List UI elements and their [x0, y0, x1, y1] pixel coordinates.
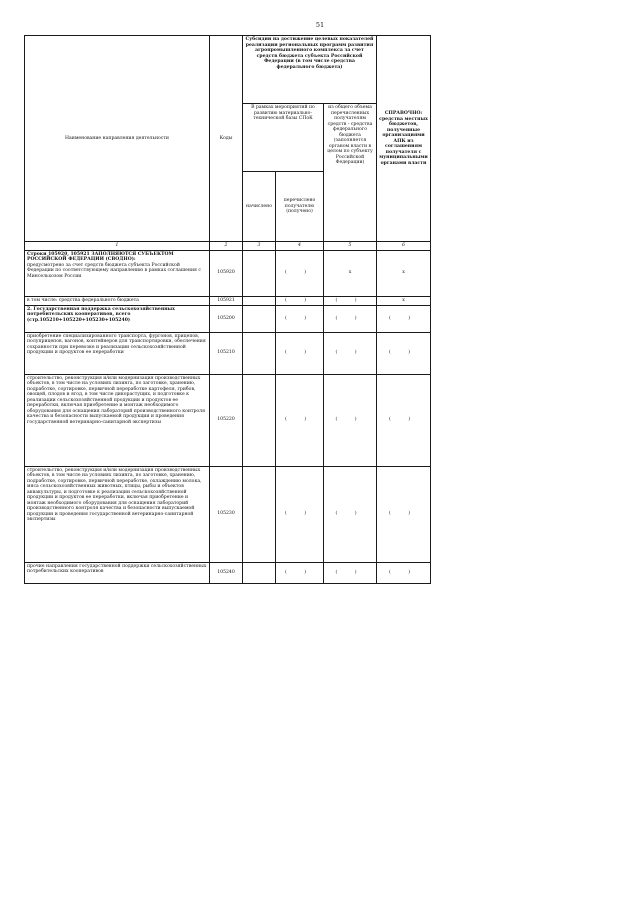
row-label [25, 374, 210, 466]
col-number: 1 [25, 242, 210, 251]
cell-transferred: ( ) [276, 296, 324, 305]
table-row [25, 332, 431, 374]
cell-transferred: ( ) [276, 562, 324, 583]
row-label-text: в том числе: средства федерального бюджета [27, 297, 139, 303]
cell-reference: х [377, 296, 431, 305]
cell-reference: ( ) [377, 374, 431, 466]
cell-transferred: ( ) [276, 250, 324, 296]
row-code: 105220 [210, 374, 243, 466]
table-row [25, 562, 431, 583]
report-table [24, 35, 431, 584]
cell-accrued [243, 305, 276, 332]
col-number: 6 [377, 242, 431, 251]
row-label [25, 305, 210, 332]
col-number: 4 [276, 242, 324, 251]
row-label-bold: 2. Государственная поддержка сельскохозяйственных потребительских кооперативов, всего [27, 306, 175, 317]
table-row [25, 466, 431, 562]
cell-reference: ( ) [377, 562, 431, 583]
header-sub-general: из общего объема перечисленных получателям средств - средства федерального бюджета (заполняется органом власти в целом по субъекту Российской Федерации) [324, 104, 377, 242]
col-number: 2 [210, 242, 243, 251]
cell-federal: ( ) [324, 305, 377, 332]
cell-accrued [243, 332, 276, 374]
table-row [25, 305, 431, 332]
row-label [25, 562, 210, 583]
header-reference: СПРАВОЧНО: средства местных бюджетов, полученные организациями АПК из соглашениям получателя с муниципальными органами власти [377, 36, 431, 242]
cell-accrued [243, 250, 276, 296]
cell-transferred: ( ) [276, 332, 324, 374]
header-sub-events: В рамках мероприятий по развитию материально-технической базы СПоК [243, 104, 324, 172]
row-label [25, 250, 210, 296]
cell-transferred: ( ) [276, 374, 324, 466]
table-row [25, 374, 431, 466]
cell-accrued [243, 296, 276, 305]
cell-reference: ( ) [377, 332, 431, 374]
cell-reference: ( ) [377, 305, 431, 332]
table-row [25, 296, 431, 305]
header-subsidy: Субсидии на достижение целевых показателей реализации региональных программ развития агропромышленного комплекса за счет средств бюджета субъекта Российской Федерации (в том числе средства федерального бюджета) [243, 36, 377, 104]
row-code: 105920 [210, 250, 243, 296]
row-code: 105230 [210, 466, 243, 562]
cell-reference: ( ) [377, 466, 431, 562]
col-number: 3 [243, 242, 276, 251]
cell-accrued [243, 374, 276, 466]
header-name: Наименование направления деятельности [25, 36, 210, 242]
row-code: 105921 [210, 296, 243, 305]
row-label-text: (стр.105210+105220+105230+105240) [27, 317, 131, 323]
cell-transferred: ( ) [276, 305, 324, 332]
row-label [25, 332, 210, 374]
cell-federal: ( ) [324, 332, 377, 374]
cell-federal: ( ) [324, 374, 377, 466]
cell-accrued [243, 466, 276, 562]
table-row [25, 250, 431, 296]
cell-federal: х [324, 250, 377, 296]
page-number: 51 [315, 21, 325, 29]
col-number: 5 [324, 242, 377, 251]
row-label-bold: Строки 105920, 105921 ЗАПОЛНЯЮТСЯ СУБЪЕКТОМ РОССИЙСКОЙ ФЕДЕРАЦИИ (СВОДНО): [27, 251, 174, 262]
cell-transferred: ( ) [276, 466, 324, 562]
header-code: Коды [210, 36, 243, 242]
row-code: 105200 [210, 305, 243, 332]
row-code: 105240 [210, 562, 243, 583]
row-label-text: строительство, реконструкция и/или модернизация производственных объектов, в том числе на условиях лизинга, по заготовке, хранению, подработке, сортировке, первичной переработке картофеля, грибов, овощей, плодов и ягод, в том числе дикорастущих, и подготовке к реализации сельскохозяйственной продукции и продуктов ее переработки, включая приобретение и монтаж необходимого оборудования для оснащения лабораторий производственного контроля качества и безопасности выпускаемой продукции и проведения государственной ветеринарно-санитарной экспертизы [27, 375, 205, 425]
row-code: 105210 [210, 332, 243, 374]
row-label-text: строительство, реконструкция и/или модернизация производственных объектов, в том числе на условиях лизинга, по заготовке, хранению, подработке, сортировке, первичной переработке, охлаждению молока, мяса сельскохозяйственных животных, птицы, рыбы и объектов аквакультуры, и подготовке к реализации сельскохозяйственной продукции и продуктов ее переработки, включая приобретение и монтаж необходимого оборудования для оснащения лабораторий производственного контроля качества и безопасности выпускаемой продукции и проведения государственной ветеринарно-санитарной экспертизы [27, 467, 202, 522]
header-accrued: начислено [243, 172, 276, 242]
row-label-text: предусмотрено за счет средств бюджета субъекта Российской Федерации по соответствующему направлению в рамках соглашения с Минсельхозом России [27, 262, 201, 279]
header-transferred: перечислено получателю (получено) [276, 172, 324, 242]
column-number-row [25, 242, 431, 251]
cell-federal: ( ) [324, 562, 377, 583]
cell-federal: ( ) [324, 296, 377, 305]
cell-reference: х [377, 250, 431, 296]
row-label-text: приобретение специализированного транспорта, фургонов, прицепов, полуприцепов, вагонов, контейнеров для транспортировки, обеспечения сохранности при перевозке и реализации сельскохозяйственной продукции и продуктов ее переработки [27, 333, 206, 355]
row-label-text: прочие направления государственной поддержки сельскохозяйственных потребительских кооперативов [27, 563, 207, 574]
row-label [25, 296, 210, 305]
cell-federal: ( ) [324, 466, 377, 562]
cell-accrued [243, 562, 276, 583]
row-label [25, 466, 210, 562]
